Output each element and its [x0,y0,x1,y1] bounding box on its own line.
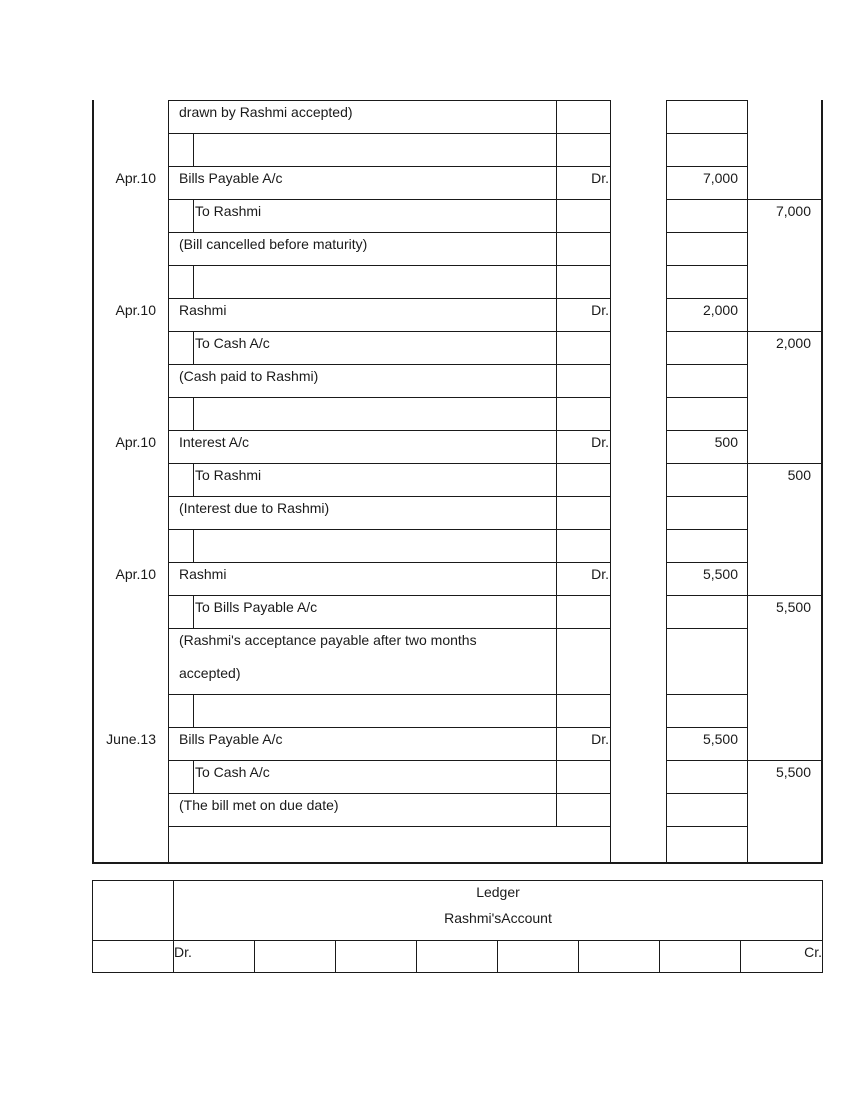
journal-row-rule [168,100,611,101]
credit-amount: 7,000 [775,203,811,219]
journal-lf-rule [556,430,557,463]
journal-indent-rule [193,265,194,298]
credit-account: To Cash A/c [195,335,270,351]
narration: (Rashmi's acceptance payable after two months [179,632,477,648]
journal-indent-rule [193,463,194,496]
credit-account: To Cash A/c [195,764,270,780]
debit-amount: 500 [714,434,738,450]
ledger-border-bottom [92,972,823,973]
entry-date: Apr.10 [115,170,156,186]
journal-lf-rule [556,364,557,397]
debit-amount: 5,500 [702,731,738,747]
debit-account: Rashmi [179,566,227,582]
entry-date: June.13 [106,731,156,747]
journal-row-rule [168,562,611,563]
journal-row-rule [666,727,748,728]
ledger-header-rule [92,940,823,941]
journal-indent-rule [193,331,194,364]
dr-label: Dr. [591,170,609,186]
journal-row-rule [168,265,611,266]
journal-date-rule [168,100,169,862]
credit-account: To Bills Payable A/c [195,599,318,615]
journal-row-rule [168,529,611,530]
journal-lf-rule [556,298,557,331]
journal-row-rule [168,826,611,827]
journal-row-rule [168,133,611,134]
ledger-account-title: Rashmi'sAccount [444,910,552,926]
journal-lf-rule [556,331,557,364]
journal-row-rule [666,430,748,431]
entry-date: Apr.10 [115,302,156,318]
ledger-border-right [822,880,823,973]
ledger-dr-label: Dr. [174,944,192,960]
credit-account: To Rashmi [195,203,262,219]
entry-date: Apr.10 [115,434,156,450]
journal-row-rule [168,727,611,728]
journal-row-rule [666,232,748,233]
debit-amount: 2,000 [702,302,738,318]
ledger-border-left [92,880,93,973]
dr-label: Dr. [591,302,609,318]
journal-row-rule [168,793,611,794]
journal-row-rule [168,331,611,332]
journal-indent-rule [193,595,194,628]
journal-row-rule [666,595,823,596]
journal-lf-rule [556,232,557,265]
journal-row-rule [168,364,611,365]
ledger-col-rule [335,940,336,973]
journal-border-left [92,100,94,863]
journal-indent-rule [193,760,194,793]
ledger-col-rule [254,940,255,973]
journal-row-rule [666,133,748,134]
journal-row-rule [666,100,748,101]
ledger-col-rule [659,940,660,973]
journal-lf-rule [556,760,557,793]
ledger-col-rule [578,940,579,973]
narration: (Interest due to Rashmi) [179,500,330,516]
journal-row-rule [168,397,611,398]
journal-particulars-rule [610,100,611,862]
dr-label: Dr. [591,731,609,747]
journal-row-rule [168,199,611,200]
journal-row-rule [666,166,748,167]
journal-row-rule [666,562,748,563]
journal-row-rule [666,331,823,332]
journal-row-rule [666,463,823,464]
narration: accepted) [179,665,241,681]
debit-account: Bills Payable A/c [179,731,283,747]
journal-row-rule [168,166,611,167]
journal-row-rule [666,298,748,299]
journal-row-rule [666,793,748,794]
debit-account: Rashmi [179,302,227,318]
ledger-col-rule [416,940,417,973]
journal-lf-rule [556,727,557,760]
journal-row-rule [168,232,611,233]
credit-account: To Rashmi [195,467,262,483]
journal-indent-rule [193,199,194,232]
credit-amount: 5,500 [775,599,811,615]
ledger-col-rule [740,940,741,973]
journal-indent-rule [193,529,194,562]
journal-indent-rule [193,133,194,166]
journal-row-rule [666,199,823,200]
journal-row-rule [666,826,748,827]
journal-border-bottom [92,862,823,864]
journal-lf-rule [556,694,557,727]
journal-indent-rule [193,694,194,727]
debit-account: Bills Payable A/c [179,170,283,186]
journal-row-rule [168,694,611,695]
ledger-border-top [92,880,823,881]
dr-label: Dr. [591,434,609,450]
ledger-heading: Ledger [476,884,520,900]
dr-label: Dr. [591,566,609,582]
narration: (The bill met on due date) [179,797,339,813]
journal-row-rule [666,628,748,629]
journal-lf-rule [556,397,557,430]
journal-lf-rule [556,166,557,199]
debit-amount: 5,500 [702,566,738,582]
journal-lf-rule [556,199,557,232]
narration: drawn by Rashmi accepted) [179,104,353,120]
narration: (Bill cancelled before maturity) [179,236,368,252]
journal-row-rule [168,298,611,299]
ledger-col-rule [497,940,498,973]
journal-lf-rule [556,628,557,694]
journal-debit-left-rule [666,100,667,862]
journal-lf-rule [556,562,557,595]
credit-amount: 2,000 [775,335,811,351]
narration: (Cash paid to Rashmi) [179,368,319,384]
journal-lf-rule [556,463,557,496]
journal-row-rule [666,265,748,266]
journal-credit-left-rule [747,100,748,862]
journal-row-rule [666,760,823,761]
journal-row-rule [168,496,611,497]
debit-amount: 7,000 [702,170,738,186]
journal-row-rule [666,529,748,530]
journal-lf-rule [556,133,557,166]
journal-lf-rule [556,793,557,826]
journal-row-rule [666,364,748,365]
credit-amount: 5,500 [775,764,811,780]
credit-amount: 500 [787,467,811,483]
entry-date: Apr.10 [115,566,156,582]
journal-row-rule [168,595,611,596]
journal-row-rule [168,760,611,761]
journal-row-rule [666,496,748,497]
journal-lf-rule [556,529,557,562]
journal-indent-rule [193,397,194,430]
journal-lf-rule [556,595,557,628]
journal-row-rule [168,430,611,431]
journal-border-right [821,100,823,863]
journal-row-rule [168,628,611,629]
journal-row-rule [168,463,611,464]
journal-lf-rule [556,100,557,133]
debit-account: Interest A/c [179,434,250,450]
journal-row-rule [666,397,748,398]
ledger-cr-label: Cr. [804,944,822,960]
journal-lf-rule [556,265,557,298]
journal-row-rule [666,694,748,695]
journal-lf-rule [556,496,557,529]
